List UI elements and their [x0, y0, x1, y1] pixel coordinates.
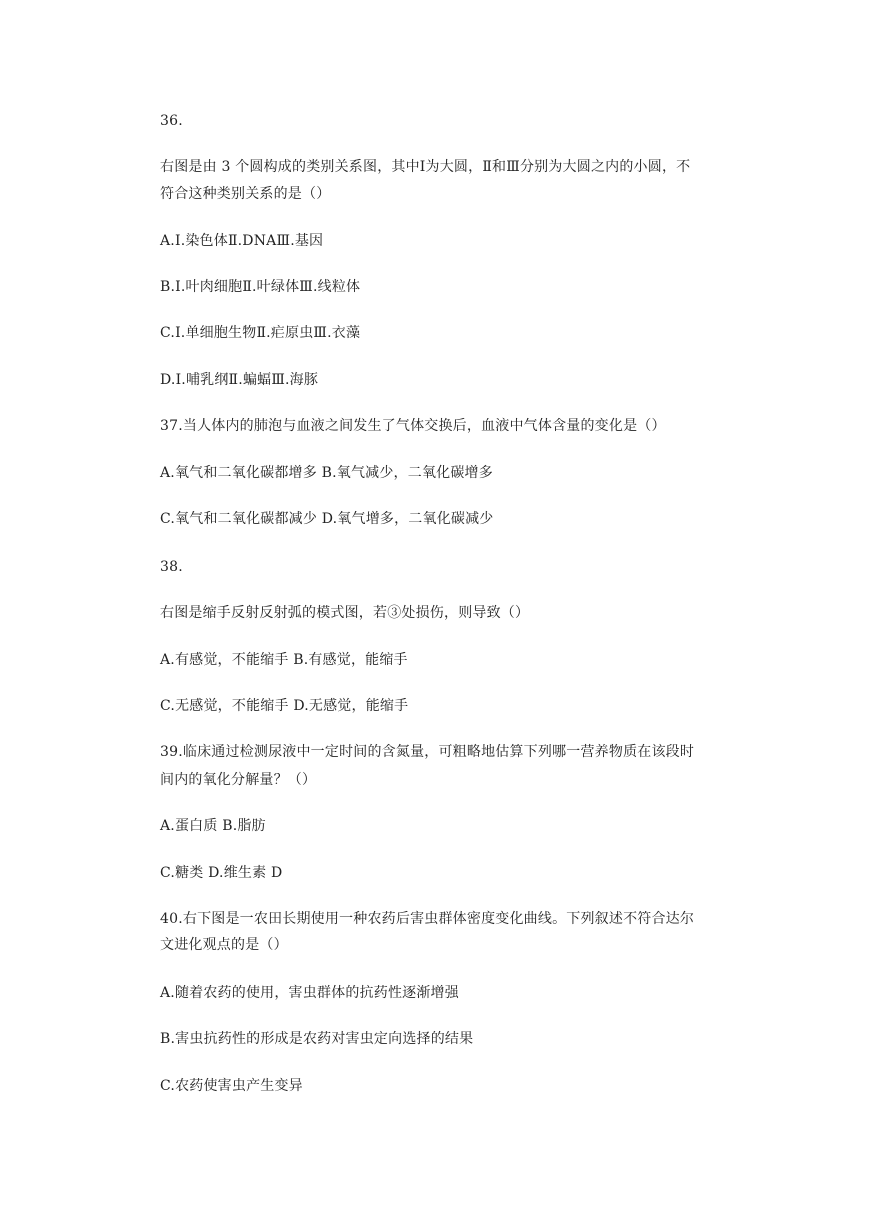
q36-stem-line2: 符合这种类别关系的是（）: [160, 186, 331, 202]
q36-number: 36.: [160, 113, 183, 129]
q39-options-ab: A.蛋白质 B.脂肪: [160, 818, 266, 834]
q40-option-b: B.害虫抗药性的形成是农药对害虫定向选择的结果: [160, 1031, 474, 1047]
q39-stem-line2: 间内的氧化分解量？（）: [160, 772, 317, 788]
q40-stem-line1: 40.右下图是一农田长期使用一种农药后害虫群体密度变化曲线。下列叙述不符合达尔: [160, 911, 695, 927]
q36-option-d: D.Ⅰ.哺乳纲Ⅱ.蝙蝠Ⅲ.海豚: [160, 372, 319, 388]
q39-options-cd: C.糖类 D.维生素 D: [160, 865, 283, 881]
q40-stem-line2: 文进化观点的是（）: [160, 937, 288, 953]
q38-stem: 右图是缩手反射反射弧的模式图，若③处损伤，则导致（）: [160, 605, 530, 621]
q38-options-ab: A.有感觉，不能缩手 B.有感觉，能缩手: [160, 652, 408, 668]
q36-stem-line1: 右图是由 3 个圆构成的类别关系图，其中Ⅰ为大圆，Ⅱ和Ⅲ分别为大圆之内的小圆，不: [160, 159, 691, 175]
q40-option-a: A.随着农药的使用，害虫群体的抗药性逐渐增强: [160, 985, 459, 1001]
q36-option-b: B.Ⅰ.叶肉细胞Ⅱ.叶绿体Ⅲ.线粒体: [160, 279, 361, 295]
q37-options-ab: A.氧气和二氧化碳都增多 B.氧气减少，二氧化碳增多: [160, 465, 493, 481]
q36-option-c: C.Ⅰ.单细胞生物Ⅱ.疟原虫Ⅲ.衣藻: [160, 325, 361, 341]
q40-option-c: C.农药使害虫产生变异: [160, 1078, 303, 1094]
q36-option-a: A.Ⅰ.染色体Ⅱ.DNAⅢ.基因: [160, 233, 324, 249]
q38-options-cd: C.无感觉，不能缩手 D.无感觉，能缩手: [160, 698, 409, 714]
q38-number: 38.: [160, 559, 183, 575]
q37-stem: 37.当人体内的肺泡与血液之间发生了气体交换后，血液中气体含量的变化是（）: [160, 418, 666, 434]
q37-options-cd: C.氧气和二氧化碳都减少 D.氧气增多，二氧化碳减少: [160, 511, 494, 527]
q39-stem-line1: 39.临床通过检测尿液中一定时间的含氮量，可粗略地估算下列哪一营养物质在该段时: [160, 744, 695, 760]
